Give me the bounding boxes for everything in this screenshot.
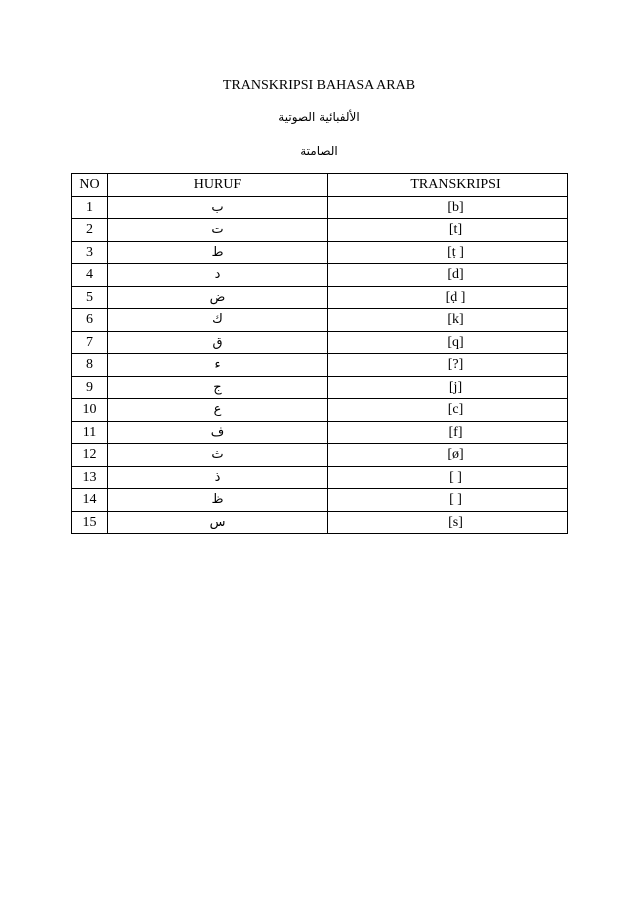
row-number: 14 [72, 489, 108, 512]
header-no: NO [72, 174, 108, 197]
transcription: [b] [328, 196, 568, 219]
arabic-letter: ك [108, 309, 328, 332]
table-row [72, 421, 568, 444]
arabic-letter: ت [108, 219, 328, 242]
table-row [72, 241, 568, 264]
arabic-letter: ث [108, 444, 328, 467]
table-row [72, 286, 568, 309]
table-row [72, 196, 568, 219]
transcription: [ ] [328, 489, 568, 512]
arabic-letter: د [108, 264, 328, 287]
transcription: [f] [328, 421, 568, 444]
row-number: 10 [72, 399, 108, 422]
document-title: TRANSKRIPSI BAHASA ARAB [222, 78, 416, 93]
header-huruf: HURUF [108, 174, 328, 197]
arabic-letter: س [108, 511, 328, 534]
table-row [72, 511, 568, 534]
transcription: [q] [328, 331, 568, 354]
document-subtitle: الألفبائية الصوتية [278, 110, 360, 124]
arabic-letter: ق [108, 331, 328, 354]
table-row [72, 354, 568, 377]
section-heading: الصامتة [300, 144, 338, 158]
row-number: 6 [72, 309, 108, 332]
table-row [72, 309, 568, 332]
arabic-letter: ض [108, 286, 328, 309]
transcription: [j] [328, 376, 568, 399]
arabic-letter: ظ [108, 489, 328, 512]
transcription: [d] [328, 264, 568, 287]
arabic-letter: ط [108, 241, 328, 264]
row-number: 12 [72, 444, 108, 467]
row-number: 4 [72, 264, 108, 287]
transcription: [k] [328, 309, 568, 332]
table-row [72, 331, 568, 354]
row-number: 7 [72, 331, 108, 354]
arabic-letter: ب [108, 196, 328, 219]
row-number: 8 [72, 354, 108, 377]
table-row [72, 376, 568, 399]
row-number: 15 [72, 511, 108, 534]
table-row [72, 466, 568, 489]
transcription: [ṭ ] [328, 241, 568, 264]
arabic-letter: ء [108, 354, 328, 377]
arabic-letter: ذ [108, 466, 328, 489]
row-number: 13 [72, 466, 108, 489]
transcription: [ḍ ] [328, 286, 568, 309]
header-transkripsi: TRANSKRIPSI [328, 174, 568, 197]
transcription: [c] [328, 399, 568, 422]
transcription: [ ] [328, 466, 568, 489]
arabic-letter: ج [108, 376, 328, 399]
table-header-row [72, 174, 568, 197]
row-number: 1 [72, 196, 108, 219]
table-row [72, 489, 568, 512]
table-row [72, 399, 568, 422]
transcription: [ø] [328, 444, 568, 467]
row-number: 11 [72, 421, 108, 444]
transcription-table [71, 173, 568, 534]
table-row [72, 219, 568, 242]
row-number: 5 [72, 286, 108, 309]
transcription: [?] [328, 354, 568, 377]
table-row [72, 264, 568, 287]
transcription: [s] [328, 511, 568, 534]
arabic-letter: ف [108, 421, 328, 444]
transcription: [t] [328, 219, 568, 242]
table-body [72, 196, 568, 534]
row-number: 2 [72, 219, 108, 242]
row-number: 9 [72, 376, 108, 399]
arabic-letter: ع [108, 399, 328, 422]
table-row [72, 444, 568, 467]
row-number: 3 [72, 241, 108, 264]
